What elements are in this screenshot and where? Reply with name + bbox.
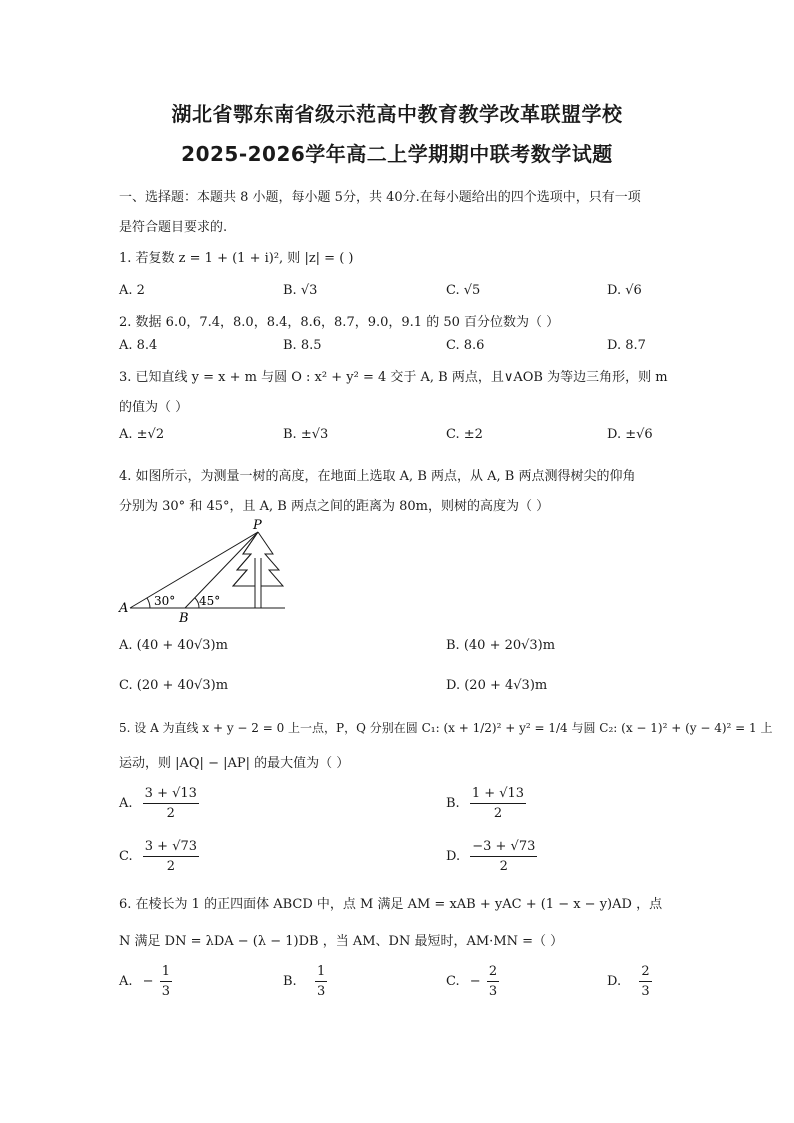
q4-stem-line2: 分别为 30° 和 45°，且 A, B 两点之间的距离为 80m，则树的高度为（ ）	[119, 499, 550, 514]
q5-stem-line2: 运动，则 |AQ| − |AP| 的最大值为（ ）	[119, 756, 350, 771]
q1-option-a: A. 2	[119, 283, 145, 298]
q3-option-a: A. ±√2	[119, 427, 165, 442]
q5-option-c	[119, 839, 199, 874]
q5-option-d-fraction	[470, 839, 537, 874]
q6-option-c-denominator: 3	[488, 984, 498, 999]
q5-option-d-numerator: −3 + √73	[470, 839, 537, 857]
q6-stem-line2: N 满足 DN = λDA − (λ − 1)DB ，当 AM、DN 最短时，AM·MN =（ ）	[119, 934, 564, 949]
q6-option-a-label: A.	[119, 974, 133, 989]
q6-option-c-fraction	[487, 964, 499, 999]
q5-option-a-denominator: 2	[166, 806, 175, 821]
q4-tree-figure	[115, 518, 295, 626]
q2-stem: 2. 数据 6.0，7.4，8.0，8.4，8.6，8.7，9.0，9.1 的 50 百分位数为（ ）	[119, 315, 560, 330]
q5-option-c-denominator: 2	[166, 859, 176, 874]
q1-option-d: D. √6	[607, 283, 642, 298]
q5-option-b-label: B.	[446, 796, 460, 811]
q5-option-b	[446, 786, 526, 821]
q4-option-a: A. (40 + 40√3)m	[119, 638, 228, 653]
q6-option-d-label: D.	[607, 974, 622, 989]
q6-option-d-denominator: 3	[641, 984, 650, 999]
q6-option-c-label: C.	[446, 974, 460, 989]
tree-canopy-right	[258, 532, 283, 586]
q6-option-c-numerator: 2	[487, 964, 499, 982]
exam-title-line1: 湖北省鄂东南省级示范高中教育教学改革联盟学校	[171, 102, 623, 126]
q6-option-a-sign: −	[142, 974, 154, 989]
q2-option-b: B. 8.5	[283, 338, 322, 353]
q2-option-d: D. 8.7	[607, 338, 646, 353]
q5-option-c-numerator: 3 + √73	[143, 839, 199, 857]
q6-option-c	[446, 964, 499, 999]
q5-option-c-label: C.	[119, 849, 133, 864]
q4-stem-line1: 4. 如图所示，为测量一树的高度，在地面上选取 A, B 两点，从 A, B 两点测得树尖的仰角	[119, 469, 636, 484]
q2-option-c: C. 8.6	[446, 338, 485, 353]
q3-option-c: C. ±2	[446, 427, 483, 442]
q6-option-a	[119, 964, 172, 999]
q3-option-d: D. ±√6	[607, 427, 653, 442]
q5-option-c-fraction	[143, 839, 199, 874]
q4-option-c: C. (20 + 40√3)m	[119, 678, 229, 693]
q5-option-a	[119, 786, 199, 821]
q5-option-d-denominator: 2	[499, 859, 508, 874]
tree-canopy	[233, 532, 258, 586]
q6-option-d-numerator: 2	[639, 964, 651, 982]
q5-option-d-label: D.	[446, 849, 461, 864]
q5-option-a-numerator: 3 + √13	[143, 786, 199, 804]
q1-option-b: B. √3	[283, 283, 318, 298]
q6-option-a-fraction	[160, 964, 172, 999]
q1-option-c: C. √5	[446, 283, 481, 298]
q2-option-a: A. 8.4	[119, 338, 158, 353]
q5-option-b-numerator: 1 + √13	[470, 786, 526, 804]
section-intro-line1: 一、选择题：本题共 8 小题，每小题 5分，共 40分.在每小题给出的四个选项中，只有一项	[119, 190, 641, 205]
q5-option-b-fraction	[470, 786, 526, 821]
q5-option-b-denominator: 2	[493, 806, 503, 821]
section-intro-line2: 是符合题目要求的.	[119, 220, 228, 235]
q4-option-d: D. (20 + 4√3)m	[446, 678, 548, 693]
label-a: A	[119, 601, 129, 616]
label-angle-30: 30°	[154, 594, 176, 608]
q6-option-b-fraction	[315, 964, 327, 999]
q6-option-d-fraction	[639, 964, 651, 999]
q6-option-d	[607, 964, 652, 999]
q4-option-b: B. (40 + 20√3)m	[446, 638, 556, 653]
tree-canopy-left	[233, 532, 258, 586]
q6-option-b-numerator: 1	[315, 964, 327, 982]
label-angle-45: 45°	[199, 594, 221, 608]
q6-option-c-sign: −	[469, 974, 481, 989]
angle-arc-a	[147, 598, 150, 608]
q6-option-b	[283, 964, 327, 999]
q3-stem-line1: 3. 已知直线 y = x + m 与圆 O : x² + y² = 4 交于 A, B 两点，且∨AOB 为等边三角形，则 m	[119, 370, 668, 385]
q6-option-a-denominator: 3	[161, 984, 170, 999]
label-p: P	[253, 518, 262, 533]
q5-option-a-fraction	[143, 786, 199, 821]
q1-stem: 1. 若复数 z = 1 + (1 + i)², 则 |z| = ( )	[119, 251, 354, 266]
q3-stem-line2: 的值为（ ）	[119, 400, 189, 415]
q6-option-b-denominator: 3	[316, 984, 326, 999]
q6-option-b-label: B.	[283, 974, 297, 989]
q5-option-d	[446, 839, 537, 874]
q6-option-a-numerator: 1	[160, 964, 172, 982]
q5-stem-line1: 5. 设 A 为直线 x + y − 2 = 0 上一点，P，Q 分别在圆 C₁: (x + 1/2)² + y² = 1/4 与圆 C₂: (x − 1)² + (y − 4)² = 1 上	[119, 721, 773, 735]
q5-option-a-label: A.	[119, 796, 133, 811]
exam-title-line2: 2025-2026学年高二上学期期中联考数学试题	[181, 142, 613, 166]
q3-option-b: B. ±√3	[283, 427, 329, 442]
label-b: B	[179, 611, 189, 626]
q6-stem-line1: 6. 在棱长为 1 的正四面体 ABCD 中，点 M 满足 AM = xAB + yAC + (1 − x − y)AD ，点	[119, 897, 663, 912]
